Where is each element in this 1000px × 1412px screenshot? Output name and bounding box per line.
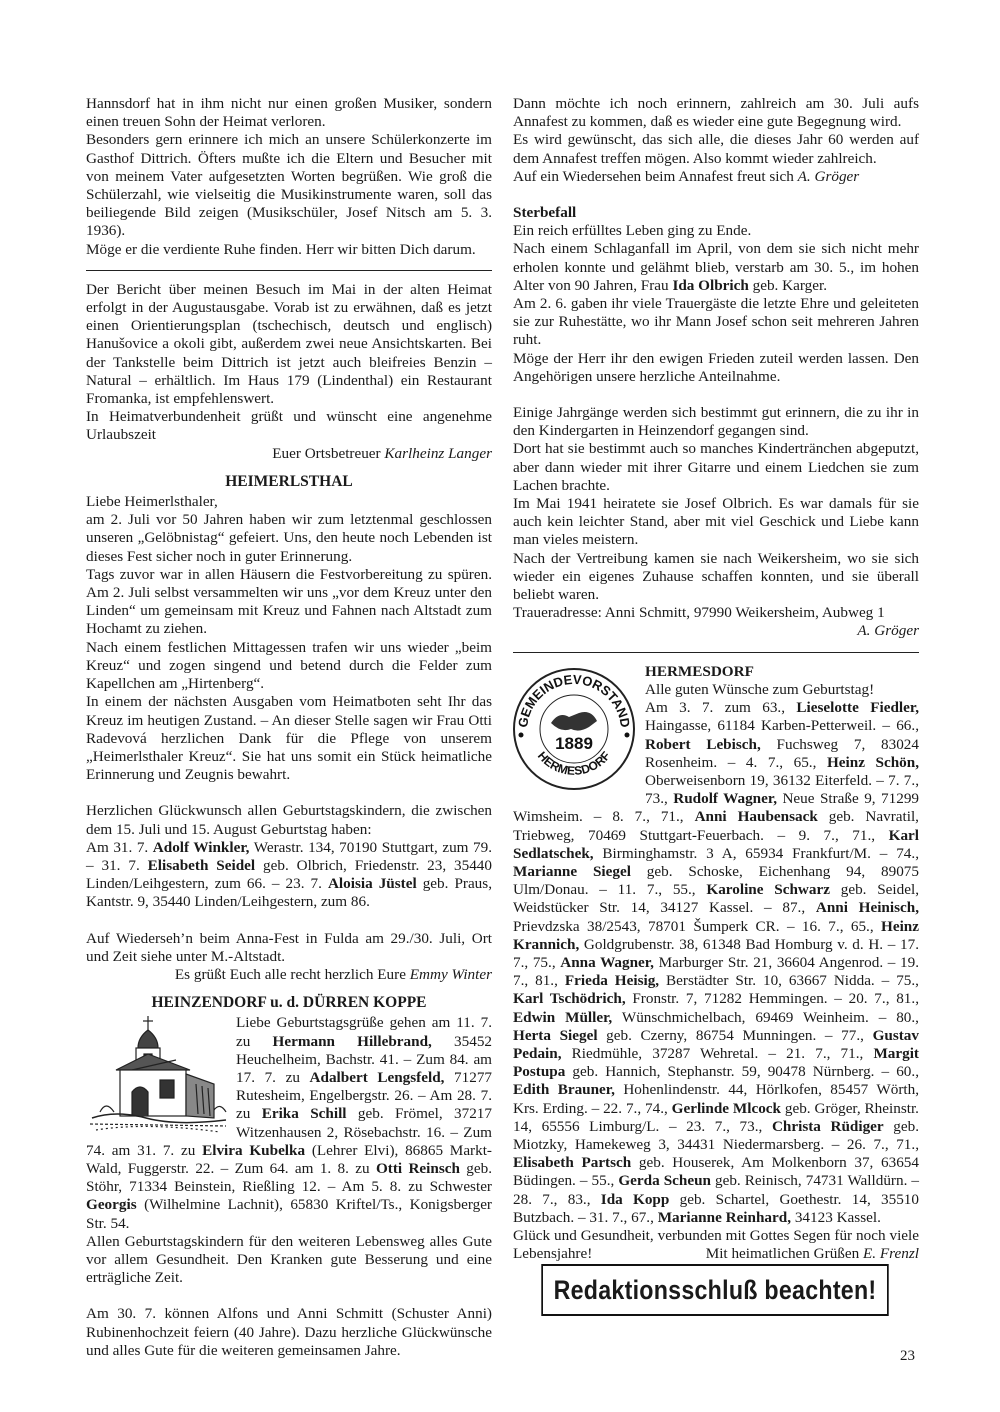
municipal-seal-icon [509,663,639,793]
entry-name: Marianne Reinhard, [657,1208,792,1226]
entry-name: Anna Wagner, [560,953,654,971]
entry-name: Anni Haubensack [694,808,818,826]
paragraph: Möge er die verdiente Ruhe finden. Herr wir bitten Dich darum. [86,240,476,258]
entry-text: Goldgrubenstr. 38, 61348 Bad Homburg v. d. H. – 17. 7., 75., [513,935,919,971]
entry-text: geb. Seidel, Weidstücker Str. 14, 34127 Kassel. – 87., [513,881,919,917]
birthday-intro: Herzlichen Glückwunsch allen Geburtstagskindern, die zwischen dem 15. Juli und 15. August Geburtstag haben: [86,802,492,838]
signature: Mit heimatlichen Grüßen E. Frenzl [705,1245,919,1263]
signature: A. Gröger [857,622,919,640]
entry-name: Herta Siegel [513,1026,598,1044]
closing: Es grüßt Euch alle recht herzlich Eure Emmy Winter [174,965,492,983]
paragraph: Am 30. 7. können Alfons und Anni Schmitt (Schuster Anni) Rubinenhochzeit feiern (40 Jahre). Dazu herzliche Glückwünsche und alles Gute für die weiteren gemeinsamen Jahre. [86,1305,492,1359]
paragraph: Am 2. 6. gaben ihr viele Trauergäste die letzte Ehre und geleiteten sie zur Ruhestätte, wo ihr Mann Josef schon seit mehreren Jahren ruht. [513,295,919,349]
divider [86,270,492,271]
heinzendorf-block [86,1014,492,1232]
entry-text: Oberweisenborn 19, 36132 Eiterfeld. – 7. 7., 73., [645,771,919,808]
paragraph: Nach der Vertreibung kamen sie nach Weikersheim, wo sie sich wieder ein eigenes Zuhause schaffen konnten, und sie überall beliebt waren. [513,549,919,604]
hermesdorf-block [513,663,919,1264]
paragraph: Nach einem festlichen Mittagessen trafen wir uns wieder „beim Kreuz“ und zogen singend und betend durch die Felder zum Kapellchen am „Hirtenberg“. [86,638,492,693]
entry-name: Karoline Schwarz [706,881,830,899]
entry-text: Am 3. 7. zum 63., [645,699,797,717]
chapel-illustration-icon [86,1014,230,1138]
paragraph: am 2. Juli vor 50 Jahren haben wir zum letztenmal geschlossen unseren „Gelöbnistag“ gefeiert. Uns, den heute noch Lebenden ist dieses Fest sicher noch in guter Erinnerung. [86,511,492,565]
paragraph: Auf ein Wiedersehen beim Annafest freut sich A. Gröger [513,167,860,185]
entry-text: 34123 Kassel. [791,1208,881,1226]
entry-name: Gerda Scheun [618,1172,711,1190]
paragraph: Tags zuvor war in allen Häusern die Festvorbereitung zu spüren. Am 2. Juli selbst versammelten wir uns „vor dem Kreuz unter den Linden“ um gemeinsam mit Kreuz und Fahnen nach Altstadt zum Hochamt zu ziehen. [86,565,492,638]
paragraph [86,408,492,444]
entry-name: Rudolf Wagner, [673,790,778,808]
entry-text: geb. Reinisch, 74731 Walldürn. – 28. 7., 83., [513,1172,919,1208]
entry-name: Margit Postupa [513,1044,919,1081]
entry-name: Christa Rüdiger [771,1117,884,1135]
entry-text: Berstädter Str. 10, 63667 Nidda. – 75., [659,972,919,990]
entry-name: Heinz Krannich, [513,917,919,953]
entry-text: geb. Miotzky, Hamekeweg 3, 34431 Niedermarsberg. – 26. 7., 71., [513,1117,920,1153]
svg-text:HERMESDORF: HERMESDORF [534,748,614,778]
section-title-heimerlsthal: HEIMERLSTHAL [225,472,353,490]
paragraph: Allen Geburtstagskindern für den weiteren Lebensweg alles Gute vor allem Gesundheit. Den Kranken gute Besserung und eine erträgliche Zeit. [86,1232,492,1287]
section-title-heinzendorf: HEINZENDORF u. d. DÜRREN KOPPE [151,994,427,1012]
entry-text: Riedmühle, 37287 Wehretal. – 21. 7., 71., [561,1044,874,1062]
paragraph: In einem der nächsten Ausgaben vom Heimatboten seht Ihr das Kreuz im heutigen Zustand. – An dieser Stelle sagen wir Frau Otti Radevová herzlichen Dank für die Pflege von unserem „Heimerlsthaler Kreuz“. Sie hat uns somit ein Stück heimatliche Erinnerung und Zeugnis bewahrt. [86,693,492,784]
entry-text: geb. Hannich, Stephanstr. 59, 90478 Nürnberg. – 60., [565,1063,919,1081]
paragraph: Hannsdorf hat in ihm nicht nur einen großen Musiker, sondern einen treuen Sohn der Heimat verloren. [86,95,492,131]
birthday-list: Am 31. 7. Adolf Winkler, Werastr. 134, 70190 Stuttgart, zum 79. – 31. 7. Elisabeth Seidel geb. Olbrich, Friedenstr. 23, 35440 Linden/Leihgestern, zum 66. – 23. 7. Aloisia Jüstel geb. Praus, Kantstr. 9, 35440 Linden/Leihgestern, zum 86. [86,838,493,911]
entry-text: Fuchsweg 7, 83024 Rosenheim. – 4. 7., 65., [645,735,919,771]
page-number: 23 [900,1348,915,1364]
signature: Euer Ortsbetreuer Karlheinz Langer [272,444,492,462]
entry-text: geb. Houserek, Am Molkenborn 37, 63654 Büdingen. – 55., [513,1154,919,1190]
paragraph: Möge der Herr ihr den ewigen Frieden zuteil werden lassen. Den Angehörigen unsere herzliche Anteilnahme. [513,349,919,385]
section-title-sterbefall: Sterbefall [513,204,577,222]
divider [513,652,919,653]
entry-name: Ida Kopp [600,1190,670,1208]
entry-name: Edwin Müller, [513,1008,613,1026]
greeting-text: In Heimatverbundenheit grüßt und wünscht eine angenehme Urlaubszeit [86,408,492,444]
section-title-hermesdorf: HERMESDORF [645,662,754,680]
entry-text: Haingasse, 61184 Karben-Petterweil. – 66., [645,717,919,735]
paragraph: Nach einem Schlaganfall im April, von dem sie sich nicht mehr erholen konnte und gelähmt blieb, verstarb am 30. 5., im hohen Alter von 90 Jahren, Frau Ida Olbrich geb. Karger. [513,240,919,294]
birthday-intro: Alle guten Wünsche zum Geburtstag! [645,680,875,698]
svg-text:1889: 1889 [555,733,593,753]
entry-name: Karl Tschödrich, [513,990,626,1008]
greeting: Liebe Heimerlsthaler, [86,493,218,511]
paragraph: Ein reich erfülltes Leben ging zu Ende. [513,222,752,240]
entry-text: Hohenlindenstr. 44, Hörlkofen, 85457 Wörth, Krs. Erding. – 22. 7., 74., [513,1081,919,1117]
paragraph: Der Bericht über meinen Besuch im Mai in der alten Heimat erfolgt in der Augustausgabe. Vorab ist zu erwähnen, daß es jetzt einen Orientierungsplan (tschechisch, deutsch und englisch) Hanušovice a okoli gibt, außerdem zwei neue Ansichtskarten. Bei der Tankstelle beim Dittrich ist jetzt auch bleifreies Benzin – Natural – erhältlich. Im Haus 179 (Lindenthal) ein Restaurant Fromanka, ist empfehlenswert. [86,280,492,408]
closing: Glück und Gesundheit, verbunden mit Gottes Segen für noch viele Lebensjahre! [513,1226,919,1263]
entry-text: Prievdzska 38/2543, 78701 Šumperk CR. – 16. 7., 65., [513,917,882,935]
signature-row [86,445,492,463]
entry-name: Edith Brauner, [513,1081,615,1099]
entry-name: Karl Sedlatschek, [513,826,919,862]
birthday-list: Liebe Geburtstagsgrüße gehen am 11. 7. zu Hermann Hillebrand, 35452 Heuchelheim, Bachstr. 41. – Zum 84. am 17. 7. zu Adalbert Lengsfeld, 71277 Rutesheim, Engelbergstr. 26. – Am 28. 7. zu Erika Schill geb. Frömel, 37217 Witzenhausen 2, Rösebachstr. 16. – Zum 74. am 31. 7. zu Elvira Kubelka (Lehrer Elvi), 86865 Markt-Wald, Fuggerstr. 22. – Zum 64. am 1. 8. zu Otti Reinsch geb. Stöhr, 71334 Beinstein, Rießling 12. – Am 5. 8. zu Schwester Georgis (Wilhelmine Lachnit), 65830 Kriftel/Ts., Konigsberger Str. 54. [86,1014,493,1232]
entry-text: geb. Navratil, Triebweg, 70469 Stuttgart-Feuerbach. – 9. 7., 71., [513,808,919,844]
entry-text: geb. Czerny, 86754 Munningen. – 77., [597,1026,873,1044]
svg-text:GEMEINDEVORSTAND: GEMEINDEVORSTAND [515,671,633,729]
entry-name: Elisabeth Partsch [513,1154,632,1172]
paragraph: Im Mai 1941 heiratete sie Josef Olbrich. Es war damals für sie auch kein leichter Stand, aber mit viel Geschick und Liebe kann man vieles meistern. [513,495,919,549]
right-column [513,95,919,1263]
entry-text: Marburger Str. 21, 36604 Angenrod. – 19. 7., 81., [513,953,919,990]
entry-name: Frieda Heisig, [564,972,660,990]
paragraph: Es wird gewünscht, das sich alle, die dieses Jahr 60 werden auf dem Annafest treffen mögen. Also kommt wieder zahlreich. [513,131,919,167]
paragraph: Dann möchte ich noch erinnern, zahlreich am 30. Juli aufs Annafest zu kommen, daß es wieder eine gute Begegnung wird. [513,95,919,131]
entry-name: Robert Lebisch, [645,735,761,753]
entry-name: Gerlinde Mlcock [671,1099,781,1117]
entry-text: Fronstr. 7, 71282 Hemmingen. – 20. 7., 81., [625,990,919,1008]
entry-text: geb. Schoske, Eichenhang 94, 89075 Ulm/Donau. – 11. 7., 55., [513,862,919,899]
entry-text: geb. Schartel, Goethestr. 14, 35510 Butzbach. – 31. 7., 67., [513,1190,919,1226]
paragraph: Dort hat sie bestimmt auch so manches Kindertränchen abgeputzt, aber dann wieder mit ihrer Gitarre und einem Liedchen sie zum Lachen brachte. [513,440,919,494]
entry-name: Gustav Pedain, [513,1026,919,1062]
entry-name: Marianne Siegel [513,862,631,880]
entry-text: Birminghamstr. 3 A, 65934 Frankfurt/M. – 74., [593,844,919,862]
paragraph: Auf Wiederseh’n beim Anna-Fest in Fulda am 29./30. Juli, Ort und Zeit siehe unter M.-Altstadt. [86,929,492,965]
entry-text: geb. Gröger, Rheinstr. 14, 65556 Limburg/L. – 23. 7., 73., [513,1099,919,1135]
paragraph: Einige Jahrgänge werden sich bestimmt gut erinnern, die zu ihr in den Kindergarten in Heinzendorf gegangen sind. [513,404,919,440]
editorial-deadline-banner: Redaktionsschluß beachten! [541,1264,888,1316]
entry-name: Heinz Schön, [826,753,919,771]
left-column [86,95,492,1360]
entry-text: Neue Straße 9, 71299 Wimsheim. – 8. 7., 71., [513,790,920,826]
entry-name: Lieselotte Fiedler, [796,699,919,717]
entry-name: Anni Heinisch, [815,899,919,917]
paragraph: Traueradresse: Anni Schmitt, 97990 Weikersheim, Aubweg 1 [513,604,885,622]
paragraph: Besonders gern erinnere ich mich an unsere Schülerkonzerte im Gasthof Dittrich. Öfters mußte ich die Eltern und Besucher mit von meinem Vater aufgesetzten Worten begrüßen. Wie groß die Schülerzahl, wie vielseitig die Musikinstrumente waren, soll das beiliegende Bild zeigen (Musikschüler, Josef Nitsch am 5. 3. 1936). [86,131,492,240]
entry-text: Wünschmichelbach, 69469 Weinheim. – 80., [612,1008,919,1026]
